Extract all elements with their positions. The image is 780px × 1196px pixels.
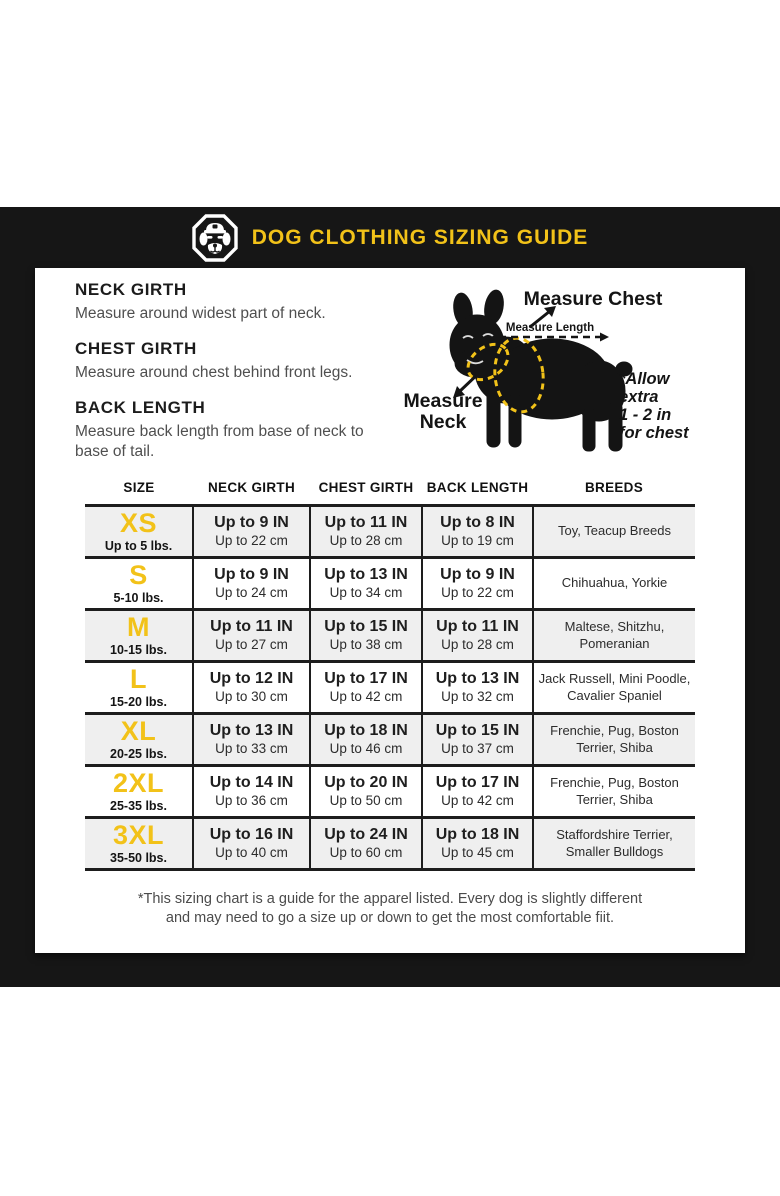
instruction-heading: BACK LENGTH (75, 398, 206, 418)
chest-girth-cell (310, 714, 422, 766)
breeds-cell: Chihuahua, Yorkie (533, 558, 695, 610)
chest-girth-cell (310, 818, 422, 870)
back-cm: Up to 19 cm (441, 532, 514, 548)
instruction-chest-girth (75, 339, 405, 383)
content-card (35, 268, 745, 953)
size-cell (85, 766, 193, 818)
chest-girth-cell (310, 558, 422, 610)
allow-note-line1: *Allow (619, 370, 670, 388)
chest-cm: Up to 60 cm (329, 844, 403, 860)
back-inches: Up to 9 IN (440, 566, 515, 584)
chest-inches: Up to 20 IN (324, 774, 408, 792)
back-length-cell (422, 610, 533, 662)
back-inches: Up to 17 IN (435, 774, 520, 792)
neck-girth-cell (193, 662, 310, 714)
size-label: 2XL (112, 768, 165, 798)
chest-girth-cell (310, 610, 422, 662)
chest-girth-cell (310, 506, 422, 558)
chest-label: Measure Chest (523, 288, 663, 310)
breeds-cell: Jack Russell, Mini Poodle, Cavalier Spaniel (533, 662, 695, 714)
neck-cm: Up to 27 cm (215, 636, 288, 652)
neck-girth-cell (193, 766, 310, 818)
breeds-cell: Toy, Teacup Breeds (533, 506, 695, 558)
size-label: L (130, 664, 147, 694)
neck-inches: Up to 13 IN (209, 722, 294, 740)
neck-girth-cell (193, 818, 310, 870)
neck-inches: Up to 14 IN (209, 774, 294, 792)
size-label: 3XL (112, 820, 165, 850)
chest-cm: Up to 46 cm (329, 740, 403, 756)
size-label: S (129, 560, 148, 590)
neck-girth-cell (193, 506, 310, 558)
instruction-back-length (75, 398, 405, 462)
neck-inches: Up to 9 IN (214, 566, 289, 584)
length-label: Measure Length (505, 322, 595, 334)
chest-girth-cell (310, 662, 422, 714)
breeds-cell: Frenchie, Pug, Boston Terrier, Shiba (533, 714, 695, 766)
table-row-l (85, 662, 695, 714)
neck-girth-cell (193, 714, 310, 766)
table-row-xl (85, 714, 695, 766)
neck-cm: Up to 24 cm (215, 584, 288, 600)
instruction-heading: NECK GIRTH (75, 280, 187, 299)
back-length-cell (422, 766, 533, 818)
neck-cm: Up to 30 cm (215, 688, 288, 704)
footnote-line1: *This sizing chart is a guide for the apparel listed. Every dog is slightly different (137, 891, 643, 907)
table-row-xs (85, 506, 695, 558)
size-cell (85, 714, 193, 766)
neck-cm: Up to 33 cm (215, 740, 288, 756)
instruction-text: Measure around widest part of neck. (75, 305, 326, 322)
size-label: M (127, 612, 150, 642)
weight-label: 20-25 lbs. (110, 747, 167, 761)
back-cm: Up to 32 cm (441, 688, 514, 704)
column-header-size: SIZE (85, 480, 193, 506)
neck-cm: Up to 40 cm (215, 844, 288, 860)
back-length-cell (422, 662, 533, 714)
chest-cm: Up to 28 cm (329, 532, 403, 548)
instruction-heading: CHEST GIRTH (75, 339, 197, 359)
size-label: XL (120, 716, 157, 746)
weight-label: 35-50 lbs. (110, 851, 167, 865)
weight-label: 15-20 lbs. (110, 695, 167, 709)
chest-cm: Up to 50 cm (329, 792, 403, 808)
table-row-3xl (85, 818, 695, 870)
back-length-cell (422, 818, 533, 870)
table-header-row (85, 480, 695, 506)
back-length-cell (422, 506, 533, 558)
back-length-cell (422, 558, 533, 610)
disclaimer-footnote (35, 890, 745, 928)
breeds-cell: Frenchie, Pug, Boston Terrier, Shiba (533, 766, 695, 818)
footnote-line2: and may need to go a size up or down to get the most comfortable fiit. (165, 909, 615, 926)
neck-inches: Up to 11 IN (210, 618, 293, 636)
neck-label-line2: Neck (419, 411, 467, 433)
chest-inches: Up to 15 IN (324, 618, 408, 636)
back-cm: Up to 28 cm (441, 636, 514, 652)
allow-extra-note (619, 370, 690, 442)
back-inches: Up to 8 IN (440, 514, 515, 532)
table-row-s (85, 558, 695, 610)
measurement-instructions (75, 280, 405, 478)
instruction-neck-girth (75, 280, 405, 324)
back-cm: Up to 22 cm (441, 584, 514, 600)
back-inches: Up to 11 IN (436, 618, 519, 636)
back-inches: Up to 13 IN (435, 670, 520, 688)
weight-label: Up to 5 lbs. (104, 539, 173, 553)
back-length-cell (422, 714, 533, 766)
chest-inches: Up to 18 IN (324, 722, 408, 740)
weight-label: 10-15 lbs. (110, 643, 167, 657)
neck-label-line1: Measure (403, 390, 483, 412)
neck-girth-cell (193, 558, 310, 610)
chest-inches: Up to 11 IN (324, 514, 408, 532)
table-row-2xl (85, 766, 695, 818)
allow-note-line4: for chest (619, 424, 689, 442)
dog-measurement-diagram (387, 274, 721, 466)
neck-girth-cell (193, 610, 310, 662)
column-header-back-length: BACK LENGTH (422, 480, 533, 506)
allow-note-line2: extra (619, 388, 659, 406)
neck-cm: Up to 22 cm (215, 532, 288, 548)
weight-label: 5-10 lbs. (113, 591, 164, 605)
instruction-text: Measure back length from base of neck to base of tail. (75, 423, 364, 461)
back-cm: Up to 45 cm (441, 844, 514, 860)
instruction-text: Measure around chest behind front legs. (75, 364, 353, 382)
chest-girth-cell (310, 766, 422, 818)
neck-inches: Up to 9 IN (214, 514, 289, 532)
dog-mascot-octagon-icon (192, 214, 238, 262)
column-header-breeds: BREEDS (533, 480, 695, 506)
page-title: DOG CLOTHING SIZING GUIDE (251, 226, 589, 249)
back-cm: Up to 42 cm (441, 792, 514, 808)
chest-inches: Up to 17 IN (324, 670, 408, 688)
size-label: XS (119, 508, 158, 538)
breeds-cell: Maltese, Shitzhu, Pomeranian (533, 610, 695, 662)
chest-cm: Up to 42 cm (329, 688, 403, 704)
neck-inches: Up to 12 IN (209, 670, 294, 688)
chest-inches: Up to 13 IN (324, 566, 408, 584)
french-bulldog-silhouette (450, 289, 632, 451)
size-cell (85, 558, 193, 610)
back-inches: Up to 15 IN (435, 722, 520, 740)
chest-cm: Up to 38 cm (329, 636, 403, 652)
size-cell (85, 610, 193, 662)
size-cell (85, 818, 193, 870)
allow-note-line3: 1 - 2 in (619, 406, 672, 424)
size-cell (85, 662, 193, 714)
neck-inches: Up to 16 IN (209, 826, 294, 844)
sizing-table (85, 480, 695, 871)
table-row-m (85, 610, 695, 662)
back-cm: Up to 37 cm (441, 740, 514, 756)
chest-inches: Up to 24 IN (324, 826, 408, 844)
header-bar (0, 207, 780, 269)
neck-cm: Up to 36 cm (215, 792, 288, 808)
chest-cm: Up to 34 cm (329, 584, 403, 600)
column-header-neck-girth: NECK GIRTH (193, 480, 310, 506)
weight-label: 25-35 lbs. (110, 799, 167, 813)
column-header-chest-girth: CHEST GIRTH (310, 480, 422, 506)
size-cell (85, 506, 193, 558)
back-inches: Up to 18 IN (435, 826, 520, 844)
breeds-cell: Staffordshire Terrier, Smaller Bulldogs (533, 818, 695, 870)
